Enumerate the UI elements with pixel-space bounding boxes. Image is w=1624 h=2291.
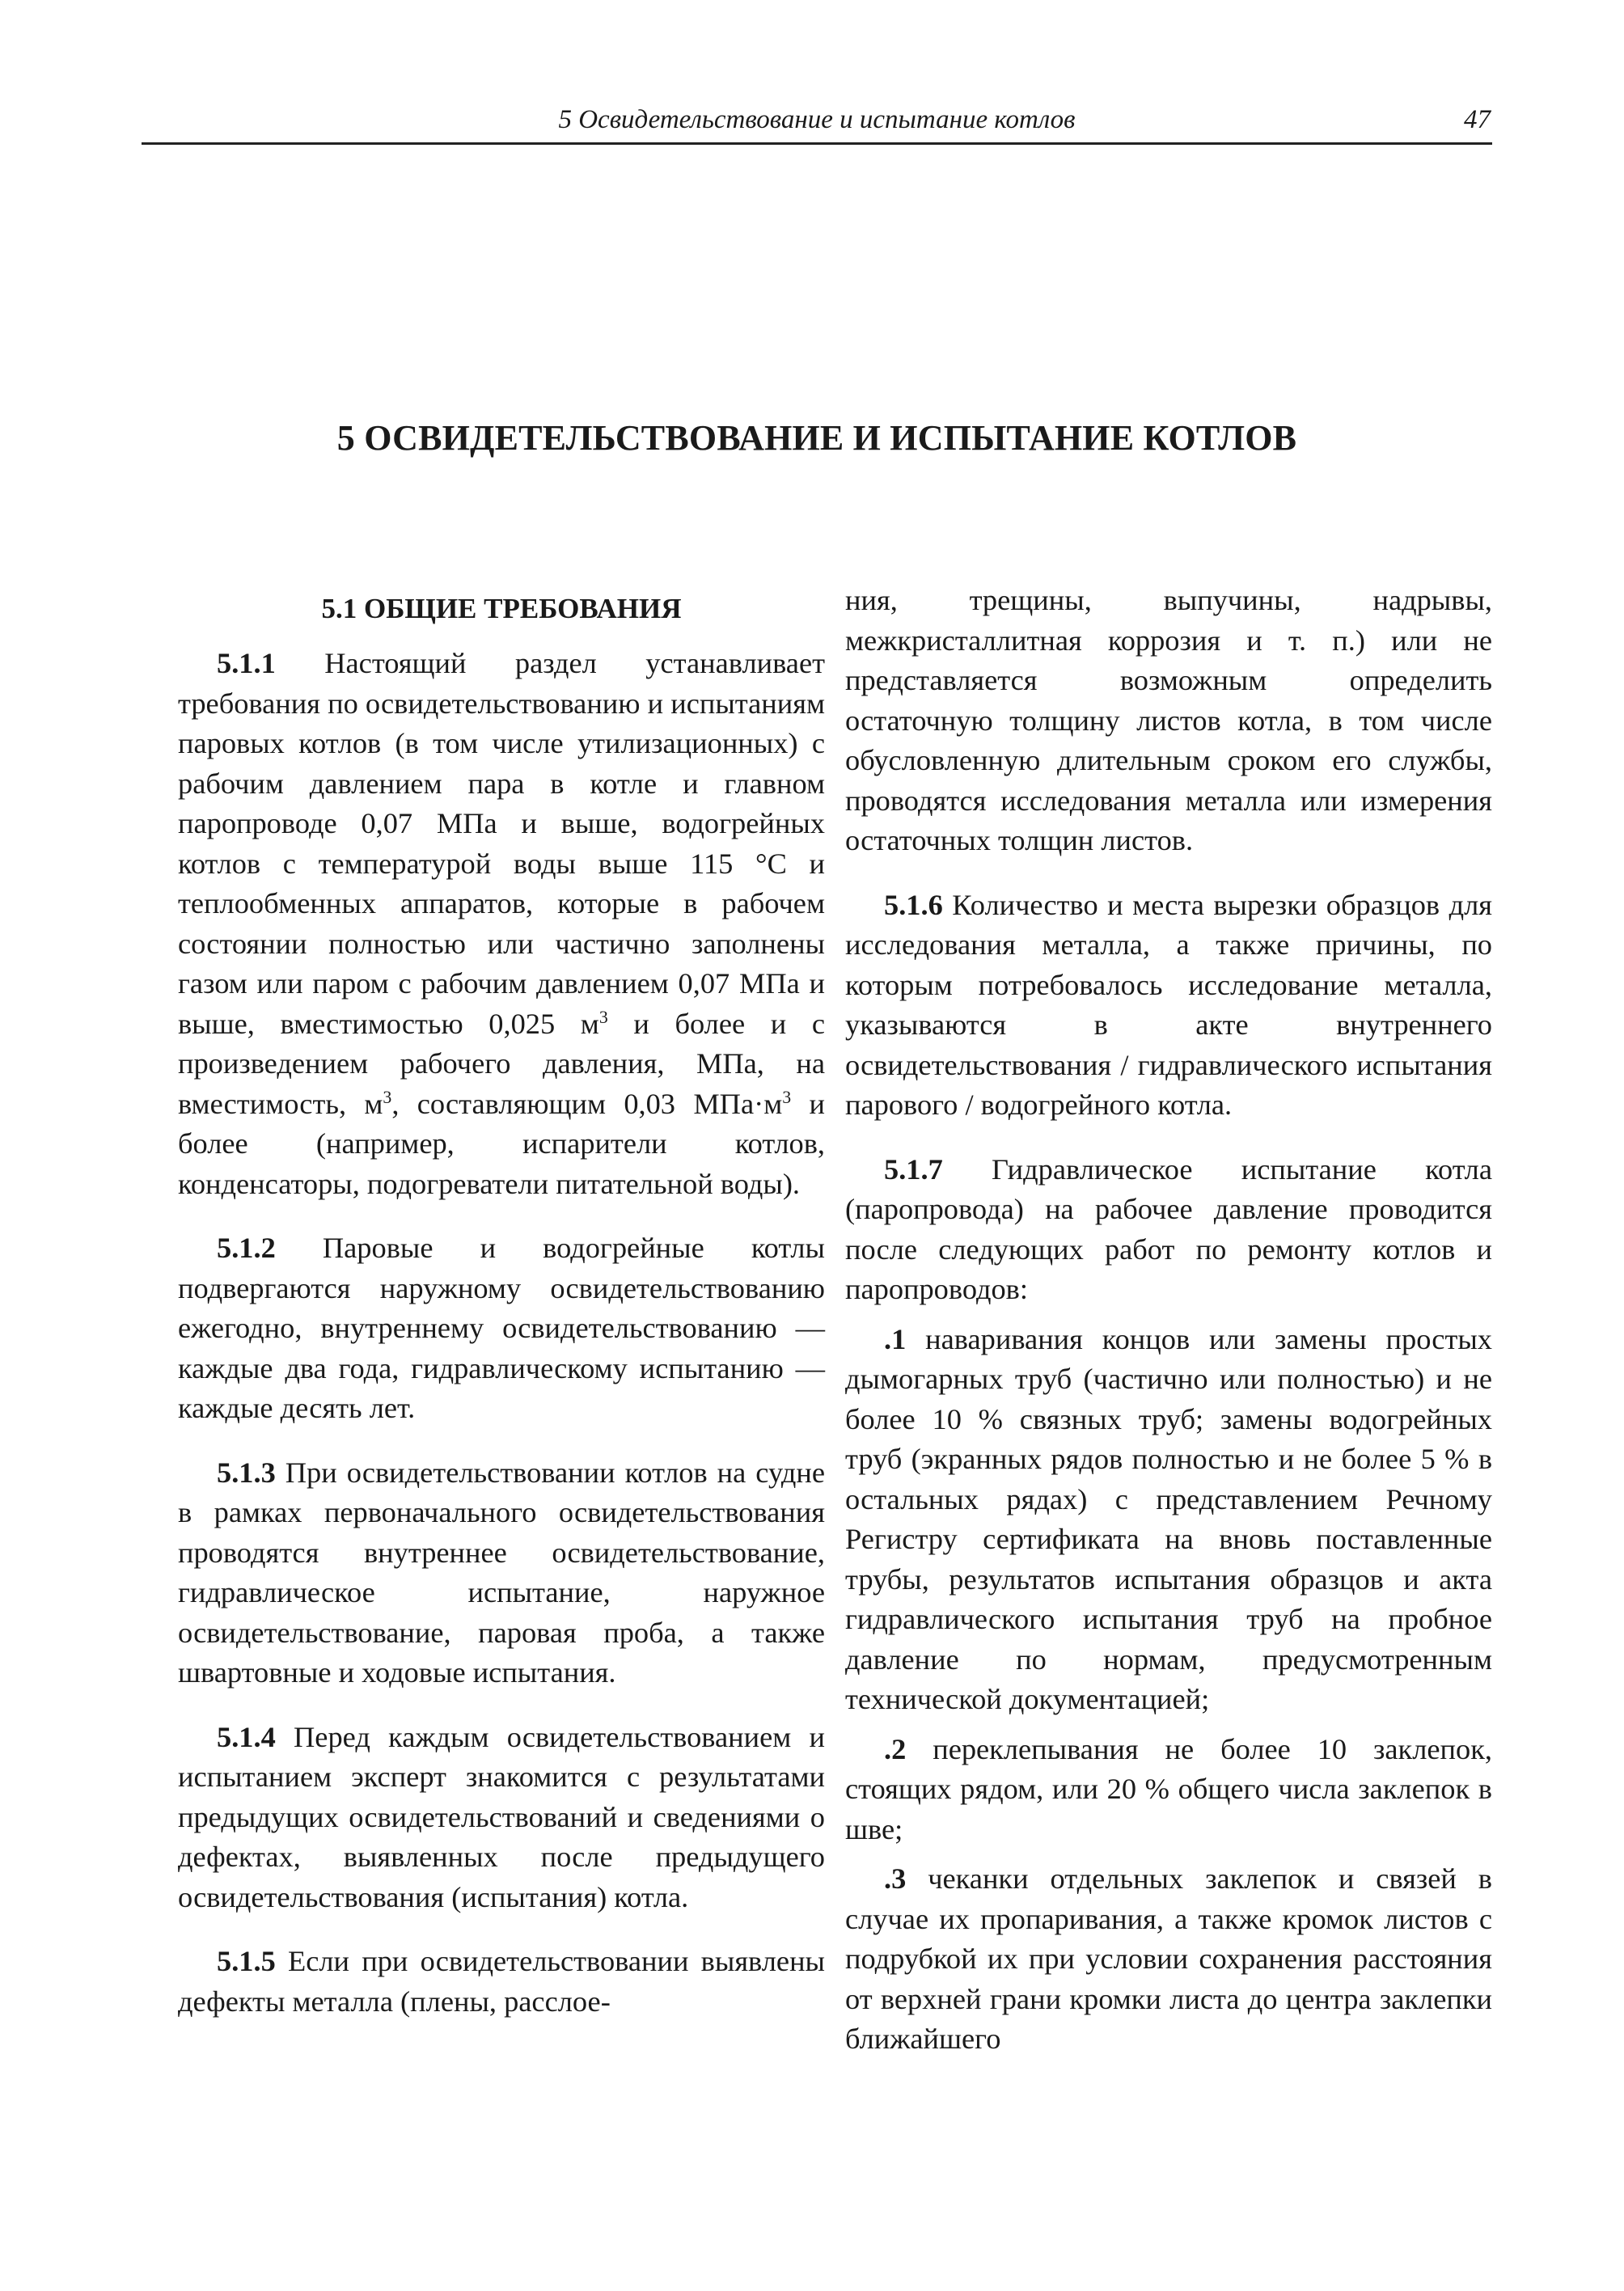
- page-number: 47: [1464, 105, 1491, 134]
- page-header: [142, 104, 1492, 145]
- subclause-1: [845, 1320, 1492, 1720]
- superscript: 3: [782, 1087, 792, 1107]
- subclause-3: [845, 1859, 1492, 2060]
- subclause-number: .3: [884, 1862, 907, 1895]
- clause-5-1-5: [178, 1942, 825, 2022]
- clause-5-1-5-continuation: ния, трещины, выпучины, надрывы, межкристаллитная коррозия и т. п.) или не представляется возможным определить остаточную толщину листов котла, в том числе обусловленную длительным сроком его службы, проводятся исследования металла или измерения остаточных толщин листов.: [845, 584, 1492, 856]
- clause-number: 5.1.4: [217, 1720, 276, 1753]
- clause-text: Если при освидетельствовании выявлены дефекты металла (плены, расслое-: [178, 1945, 825, 2018]
- clause-text: , составляющим 0,03 МПа·м: [391, 1087, 783, 1120]
- clause-number: 5.1.7: [884, 1152, 943, 1186]
- clause-text: и более и с произведением рабочего давления, МПа, на вместимость, м: [178, 1007, 826, 1120]
- subclause-text: переклепывания не более 10 заклепок, стоящих рядом, или 20 % общего числа заклепок в шве;: [845, 1732, 1492, 1845]
- clause-number: 5.1.2: [217, 1232, 276, 1264]
- clause-number: 5.1.6: [884, 888, 943, 921]
- clause-text: Паровые и водогрейные котлы подвергаются наружному освидетельствованию ежегодно, внутреннему освидетельствованию — каждые два года, гидравлическому испытанию — каждые десять лет.: [178, 1232, 825, 1424]
- subclause-text: наваривания концов или замены простых дымогарных труб (частично или полностью) и не более 10 % связных труб; замены водогрейных труб (экранных рядов полностью и не более 5 % в остальных рядах) с представлением Речному Регистру сертификата на вновь поставленные трубы, результатов испытания образцов и акта гидравлического испытания труб на пробное давление по нормам, предусмотренным технической документацией;: [845, 1322, 1492, 1715]
- clause-5-1-3: [178, 1453, 825, 1693]
- subclause-number: .1: [884, 1322, 907, 1355]
- section-title: 5.1 ОБЩИЕ ТРЕБОВАНИЯ: [321, 593, 682, 624]
- superscript: 3: [383, 1087, 392, 1107]
- clause-number: 5.1.1: [217, 647, 276, 679]
- left-column: [178, 581, 825, 2046]
- clause-text: Гидравлическое испытание котла (паропровода) на рабочее давление проводится после следующих работ по ремонту котлов и паропроводов:: [845, 1152, 1492, 1305]
- clause-5-1-2: [178, 1228, 825, 1429]
- clause-5-1-1: [178, 644, 825, 1204]
- clause-number: 5.1.3: [217, 1456, 276, 1489]
- running-title: 5 Освидетельствование и испытание котлов: [558, 105, 1076, 134]
- superscript: 3: [598, 1007, 608, 1027]
- chapter-title: 5 ОСВИДЕТЕЛЬСТВОВАНИЕ И ИСПЫТАНИЕ КОТЛОВ: [336, 418, 1297, 458]
- clause-text: Перед каждым освидетельствованием и испытанием эксперт знакомится с результатами предыдущих освидетельствований и сведениями о дефектах, выявленных после предыдущего освидетельствования (испытания) котла.: [178, 1720, 825, 1913]
- clause-text: и более (например, испарители котлов, конденсаторы, подогреватели питательной воды).: [178, 1087, 825, 1200]
- clause-5-1-4: [178, 1718, 825, 1918]
- clause-text: Количество и места вырезки образцов для исследования металла, а также причины, по которым потребовалось исследование металла, указываются в акте внутреннего освидетельствования / гидравлического испытания парового / водогрейного котла.: [845, 888, 1492, 1121]
- clause-text: Настоящий раздел устанавливает требования по освидетельствованию и испытаниям паровых котлов (в том числе утилизационных) с рабочим давлением пара в котле и главном паропроводе 0,07 МПа и выше, водогрейных котлов с температурой воды выше 115 °С и теплообменных аппаратов, которые в рабочем состоянии полностью или частично заполнены газом или паром с рабочим давлением 0,07 МПа и выше, вместимостью 0,025 м: [178, 647, 825, 1040]
- clause-5-1-7: [845, 1150, 1492, 1310]
- clause-text: При освидетельствовании котлов на судне в рамках первоначального освидетельствования проводятся внутреннее освидетельствование, гидравлическое испытание, наружное освидетельствование, паровая проба, а также швартовные и ходовые испытания.: [178, 1456, 825, 1689]
- clause-number: 5.1.5: [217, 1945, 276, 1977]
- clause-5-1-6: [845, 886, 1492, 1126]
- subclause-text: чеканки отдельных заклепок и связей в случае их пропаривания, а также кромок листов с подрубкой их при условии сохранения расстояния от верхней грани кромки листа до центра заклепки ближайшего: [845, 1862, 1492, 2055]
- subclause-number: .2: [884, 1732, 907, 1765]
- subclause-2: [845, 1730, 1492, 1850]
- right-column: [845, 581, 1492, 2069]
